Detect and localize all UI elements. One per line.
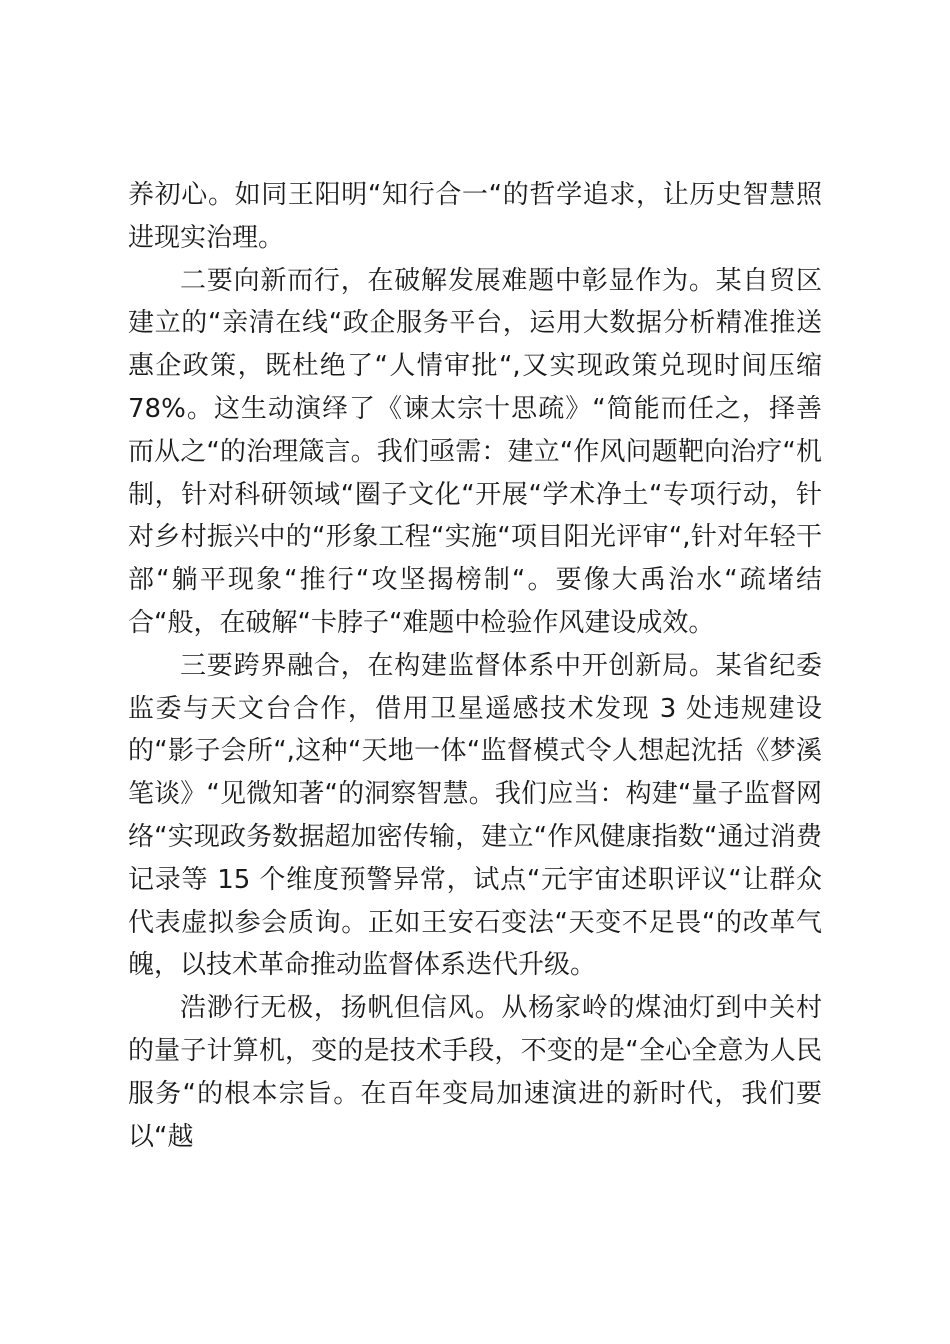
paragraph-3: 三要跨界融合，在构建监督体系中开创新局。某省纪委监委与天文台合作，借用卫星遥感技术发现 3 处违规建设的“影子会所“,这种“天地一体“监督模式令人想起沈括《梦溪笔谈》“见微知著“的洞察智慧。我们应当：构建“量子监督网络“实现政务数据超加密传输，建立“作风健康指数“通过消费记录等 15 个维度预警异常，试点“元宇宙述职评议“让群众代表虚拟参会质询。正如王安石变法“天变不足畏“的改革气魄，以技术革命推动监督体系迭代升级。 (128, 650, 822, 981)
paragraph-2: 二要向新而行，在破解发展难题中彰显作为。某自贸区建立的“亲清在线“政企服务平台，运用大数据分析精准推送惠企政策，既杜绝了“人情审批“,又实现政策兑现时间压缩 78%。这生动演绎了《谏太宗十思疏》“简能而任之，择善而从之“的治理箴言。我们亟需：建立“作风问题靶向治疗“机制，针对科研领域“圈子文化“开展“学术净土“专项行动，针对乡村振兴中的“形象工程“实施“项目阳光评审“,针对年轻干部“躺平现象“推行“攻坚揭榜制“。要像大禹治水“疏堵结合“般，在破解“卡脖子“难题中检验作风建设成效。 (128, 265, 822, 638)
paragraph-4: 浩渺行无极，扬帆但信风。从杨家岭的煤油灯到中关村的量子计算机，变的是技术手段，不变的是“全心全意为人民服务“的根本宗旨。在百年变局加速演进的新时代，我们要以“越 (128, 993, 822, 1152)
paragraph-continuation: 养初心。如同王阳明“知行合一“的哲学追求，让历史智慧照进现实治理。 (128, 180, 822, 253)
body-text (128, 174, 822, 1158)
